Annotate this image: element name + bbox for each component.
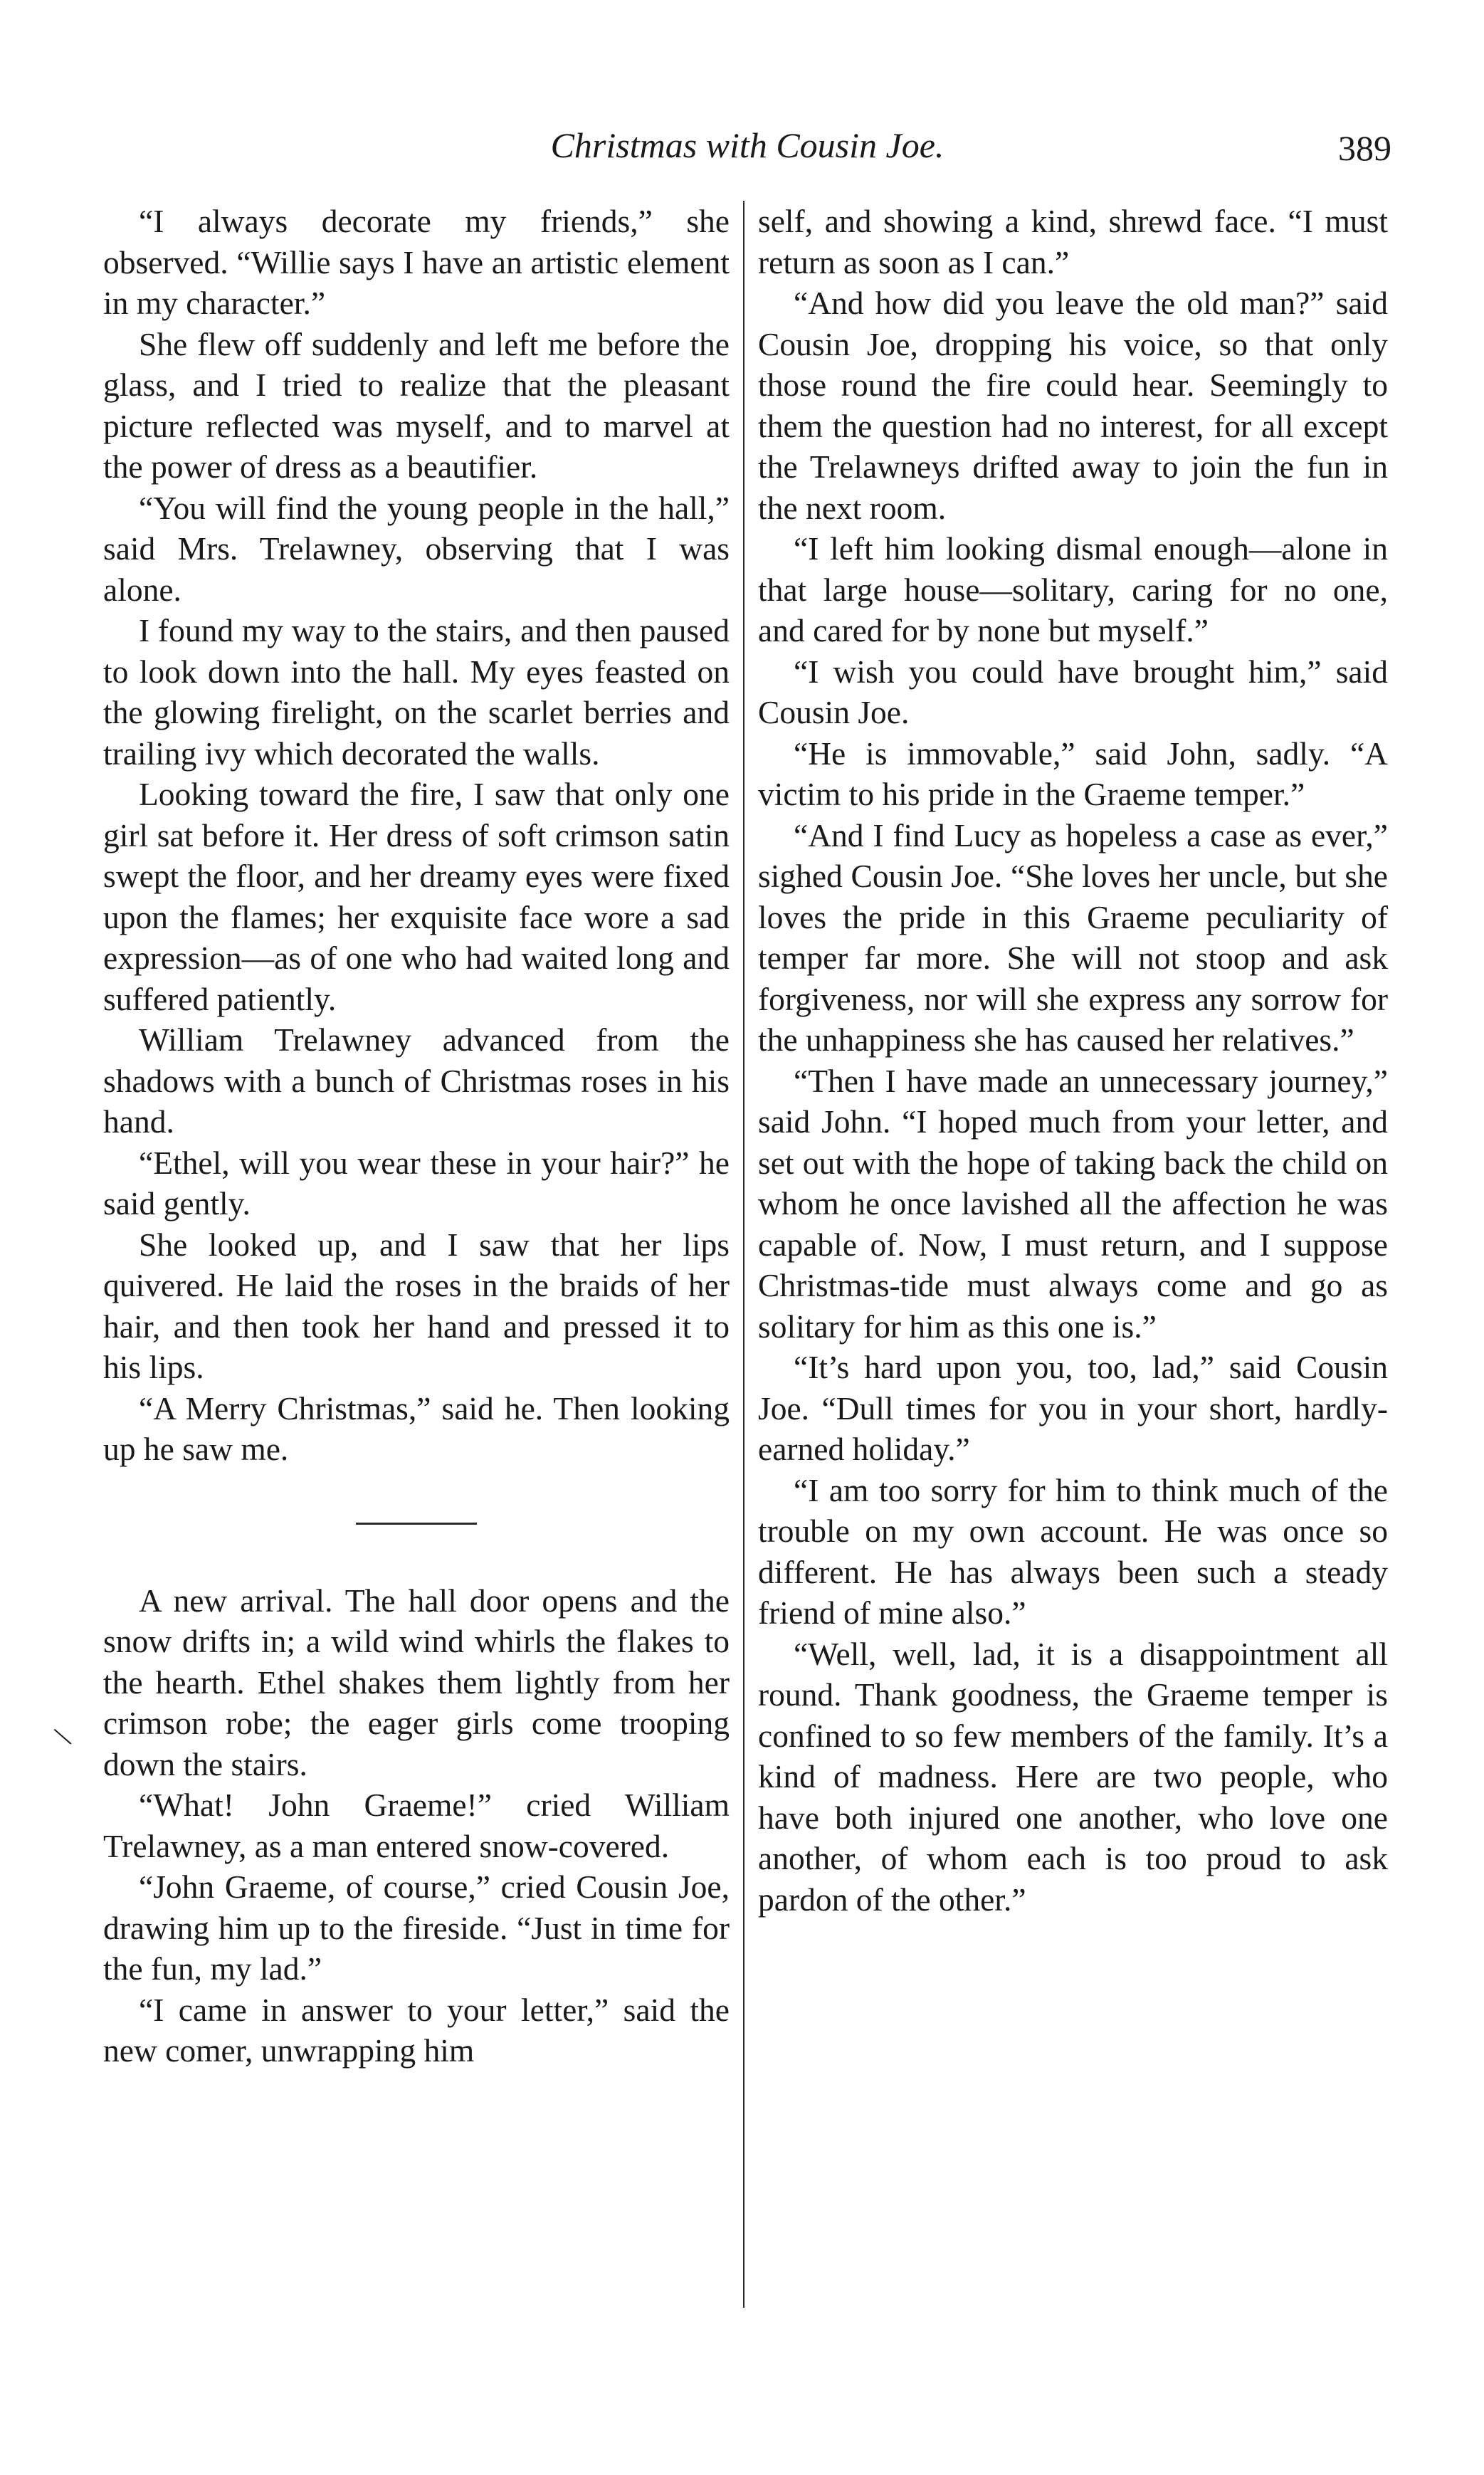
paragraph: “I am too sorry for him to think much of the trouble on my own account. He was once so different. He has always been such a steady friend of mine also.” <box>758 1471 1388 1631</box>
paragraph: “What! John Graeme!” cried William Trelawney, as a man entered snow-covered. <box>103 1787 730 1864</box>
paragraph: William Trelawney advanced from the shadows with a bunch of Christmas roses in his hand. <box>103 1021 730 1140</box>
page-number: 389 <box>1338 128 1391 168</box>
paragraph: “I left him looking dismal enough—alone in that large house—solitary, caring for no one, and cared for by none but myself.” <box>758 530 1388 648</box>
paragraph: “And how did you leave the old man?” said Cousin Joe, dropping his voice, so that only those round the fire could hear. Seemingly to them the question had no interest, for all except the Trelawneys drifted away to join the fun in the next room. <box>758 285 1388 526</box>
column-rule <box>743 201 744 2308</box>
paragraph: She flew off suddenly and left me before the glass, and I tried to realize that the pleasant picture reflected was myself, and to marvel at the power of dress as a beautifier. <box>103 325 730 485</box>
margin-mark: \ <box>50 1719 75 1754</box>
paragraph: “And I find Lucy as hopeless a case as ever,” sighed Cousin Joe. “She loves her uncle, but she loves the pride in this Graeme peculiarity of temper far more. She will not stoop and ask forgiveness, nor will she express any sorrow for the unhappiness she has caused her relatives.” <box>758 816 1388 1058</box>
paragraph: “Ethel, will you wear these in your hair?” he said gently. <box>103 1144 730 1221</box>
paragraph: “I always decorate my friends,” she observed. “Willie says I have an artistic element in my character.” <box>103 203 730 321</box>
right-column <box>758 201 1388 1920</box>
paragraph: I found my way to the stairs, and then paused to look down into the hall. My eyes feasted on the glowing firelight, on the scarlet berries and trailing ivy which decorated the walls. <box>103 612 730 772</box>
paragraph: She looked up, and I saw that her lips quivered. He laid the roses in the braids of her hair, and then took her hand and pressed it to his lips. <box>103 1226 730 1385</box>
paragraph-continuation: self, and showing a kind, shrewd face. “I must return as soon as I can.” <box>758 203 1388 280</box>
paragraph: “I wish you could have brought him,” said Cousin Joe. <box>758 653 1388 730</box>
paragraph: “You will find the young people in the hall,” said Mrs. Trelawney, observing that I was alone. <box>103 489 730 608</box>
paragraph: “I came in answer to your letter,” said the new comer, unwrapping him <box>103 1991 730 2069</box>
paragraph: A new arrival. The hall door opens and the snow drifts in; a wild wind whirls the flakes to the hearth. Ethel shakes them lightly from her crimson robe; the eager girls come trooping down the stairs. <box>103 1582 730 1782</box>
paragraph: “Well, well, lad, it is a disappointment all round. Thank goodness, the Graeme temper is confined to so few members of the family. It’s a kind of madness. Here are two people, who have both injured one another, who love one another, of whom each is too proud to ask pardon of the other.” <box>758 1635 1388 1918</box>
paragraph: “A Merry Christmas,” said he. Then looking up he saw me. <box>103 1389 730 1467</box>
paragraph: “John Graeme, of course,” cried Cousin Joe, drawing him up to the fireside. “Just in time for the fun, my lad.” <box>103 1869 730 1987</box>
running-title: Christmas with Cousin Joe. <box>550 125 944 165</box>
page-header <box>103 125 1391 182</box>
paragraph: Looking toward the fire, I saw that only one girl sat before it. Her dress of soft crimson satin swept the floor, and her dreamy eyes were fixed upon the flames; her exquisite face wore a sad expression—as of one who had waited long and suffered patiently. <box>103 776 730 1017</box>
paragraph: “It’s hard upon you, too, lad,” said Cousin Joe. “Dull times for you in your short, hardly-earned holiday.” <box>758 1349 1388 1467</box>
left-column <box>103 201 730 2071</box>
section-divider <box>356 1523 477 1525</box>
paragraph: “He is immovable,” said John, sadly. “A victim to his pride in the Graeme temper.” <box>758 735 1388 812</box>
paragraph: “Then I have made an unnecessary journey,” said John. “I hoped much from your letter, and set out with the hope of taking back the child on whom he once lavished all the affection he was capable of. Now, I must return, and I suppose Christmas-tide must always come and go as solitary for him as this one is.” <box>758 1062 1388 1345</box>
